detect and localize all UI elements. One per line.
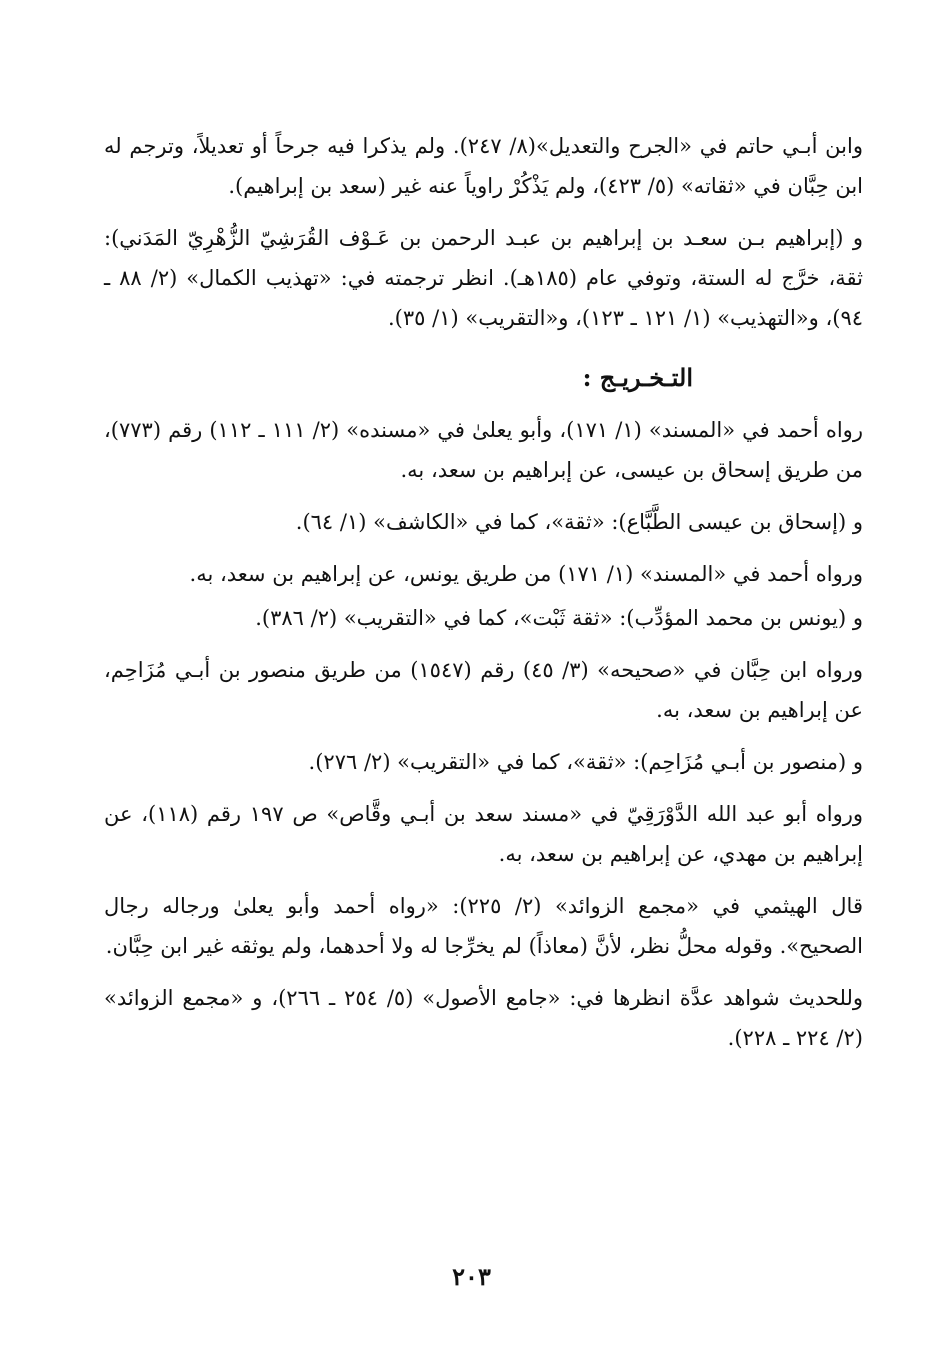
takhrij-shawahid: وللحديث شواهد عدَّة انظرها في: «جامع الأصول» (٥/ ٢٥٤ ـ ٢٦٦)، و «مجمع الزوائد» (٢/ ٢٢٤ ـ ٢٢٨). bbox=[104, 986, 863, 1050]
takhrij-mansur: و (منصور بن أبـي مُزَاحِم): «ثقة»، كما في «التقريب» (٢/ ٢٧٦). bbox=[308, 750, 863, 774]
page-body bbox=[104, 126, 863, 1070]
takhrij-ahmad-abu-yala: رواه أحمد في «المسند» (١/ ١٧١)، وأبو يعلىٰ في «مسنده» (٢/ ١١١ ـ ١١٢) رقم (٧٧٣)، من طريق إسحاق بن عيسى، عن إبراهيم بن سعد، به. bbox=[104, 418, 863, 482]
paragraph-ibrahim-bin-saad: و (إبراهيم بـن سعـد بن إبراهيم بن عبـد الرحمن بن عَـوْف القُرَشِيّ الزُّهْرِيّ المَدَني): ثقة، خرَّج له الستة، وتوفي عام (١٨٥هـ). انظر ترجمته في: «تهذيب الكمال» (٢/ ٨٨ ـ ٩٤)، و«التهذيب» (١/ ١٢١ ـ ١٢٣)، و«التقريب» (١/ ٣٥). bbox=[104, 226, 863, 330]
page-number: ٢٠٣ bbox=[452, 1262, 491, 1291]
paragraph-narrator-abi-hatim: وابن أبـي حاتم في «الجرح والتعديل»(٨/ ٢٤٧). ولم يذكرا فيه جرحاً أو تعديلاً، وترجم له ابن حِبَّان في «ثقاته» (٥/ ٤٢٣)، ولم يَذْكُرْ راوياً عنه غير (سعد بن إبراهيم). bbox=[104, 134, 863, 198]
takhrij-yunus-bin-muhammad: و (يونس بن محمد المؤدِّب): «ثقة ثَبْت»، كما في «التقريب» (٢/ ٣٨٦). bbox=[255, 606, 863, 630]
section-heading-takhrij: التـخـريـج : bbox=[582, 363, 693, 392]
takhrij-haythami: قال الهيثمي في «مجمع الزوائد» (٢/ ٢٢٥): «رواه أحمد وأبو يعلىٰ ورجاله رجال الصحيح». وقوله محلُّ نظر، لأنَّ (معاذاً) لم يخرِّجا له ولا أحدهما، ولم يوثقه غير ابن حِبَّان. bbox=[104, 894, 863, 958]
takhrij-ahmad-yunus: ورواه أحمد في «المسند» (١/ ١٧١) من طريق يونس، عن إبراهيم بن سعد، به. bbox=[189, 562, 863, 586]
takhrij-ishaq-bin-isa: و (إسحاق بن عيسى الطَّبَّاع): «ثقة»، كما في «الكاشف» (١/ ٦٤). bbox=[295, 510, 863, 534]
takhrij-dawraqi: ورواه أبو عبد الله الدَّوْرَقِيّ في «مسند سعد بن أبـي وقَّاص» ص ١٩٧ رقم (١١٨)، عن إبراهيم بن مهدي، عن إبراهيم بن سعد، به. bbox=[104, 802, 863, 866]
takhrij-ibn-hibban: ورواه ابن حِبَّان في «صحيحه» (٣/ ٤٥) رقم (١٥٤٧) من طريق منصور بن أبـي مُزَاحِم، عن إبراهيم بن سعد، به. bbox=[104, 658, 863, 722]
